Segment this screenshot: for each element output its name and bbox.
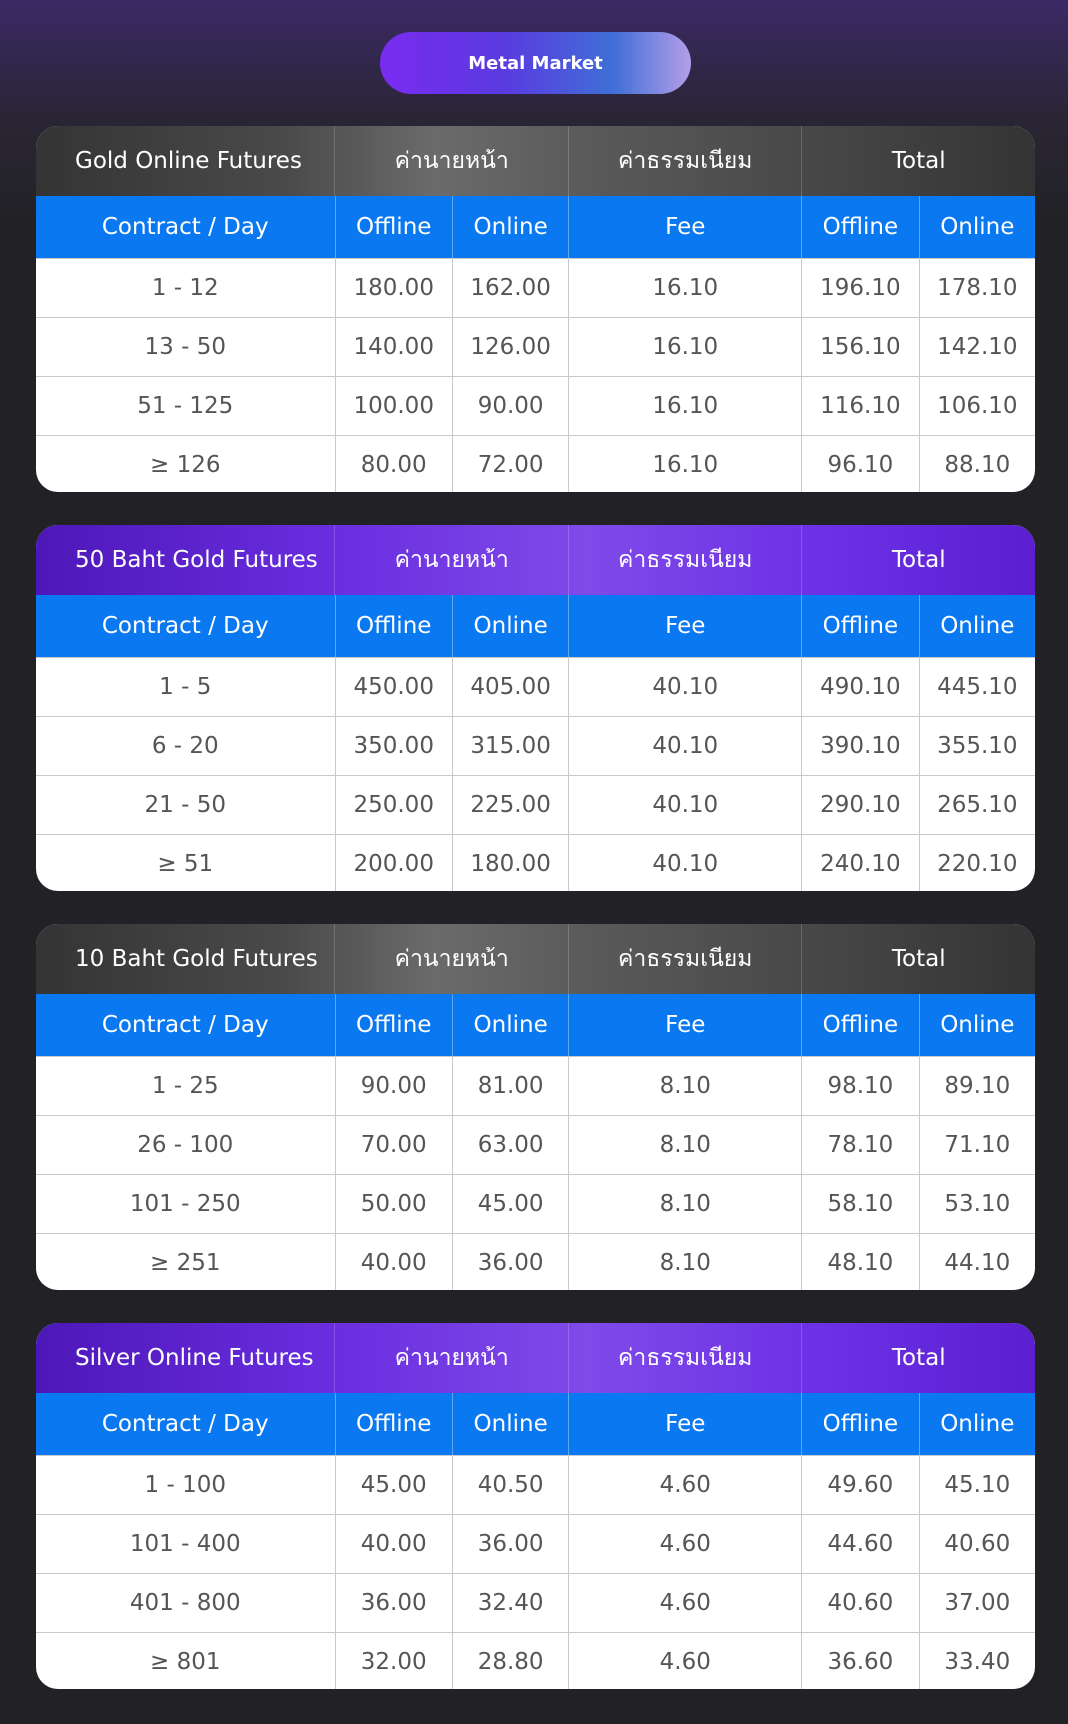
broker-offline: 50.00 <box>336 1175 453 1233</box>
total-online-header: Online <box>940 1012 1015 1038</box>
table-50-baht-gold-futures <box>36 525 1035 891</box>
total-offline: 48.10 <box>802 1234 919 1290</box>
broker-offline: 140.00 <box>336 318 453 376</box>
fee-value: 8.10 <box>569 1057 802 1115</box>
broker-offline: 180.00 <box>336 259 453 317</box>
table-row <box>36 376 1035 435</box>
fee-value: 40.10 <box>569 717 802 775</box>
total-online: 178.10 <box>937 275 1018 301</box>
broker-fee-header: ค่านายหน้า <box>335 1323 569 1393</box>
broker-online: 40.50 <box>453 1456 569 1514</box>
broker-offline: 36.00 <box>336 1574 453 1632</box>
fee-value: 4.60 <box>569 1515 802 1573</box>
broker-online: 28.80 <box>453 1633 569 1689</box>
contract-day-header: Contract / Day <box>36 1393 336 1455</box>
contract-range: 401 - 800 <box>36 1574 336 1632</box>
broker-online: 162.00 <box>453 259 569 317</box>
commission-header: ค่าธรรมเนียม <box>569 126 803 196</box>
total-header: Total <box>891 946 946 972</box>
total-header: Total <box>891 1345 946 1371</box>
total-offline: 490.10 <box>802 658 919 716</box>
broker-online: 225.00 <box>453 776 569 834</box>
broker-online: 45.00 <box>453 1175 569 1233</box>
total-header: Total <box>891 547 946 573</box>
table-row <box>36 1455 1035 1514</box>
table-title: Gold Online Futures <box>36 126 335 196</box>
table-row <box>36 435 1035 492</box>
table-row <box>36 716 1035 775</box>
offline-header: Offline <box>336 196 453 258</box>
fee-value: 16.10 <box>569 259 802 317</box>
total-online: 445.10 <box>937 674 1018 700</box>
table-row <box>36 258 1035 317</box>
fee-header: Fee <box>569 196 802 258</box>
total-offline: 96.10 <box>802 436 919 492</box>
table-row <box>36 1573 1035 1632</box>
contract-range: 101 - 400 <box>36 1515 336 1573</box>
fee-value: 8.10 <box>569 1234 802 1290</box>
total-offline: 196.10 <box>802 259 919 317</box>
table-row <box>36 1233 1035 1290</box>
contract-range: 21 - 50 <box>36 776 336 834</box>
broker-offline: 40.00 <box>336 1515 453 1573</box>
total-online: 142.10 <box>937 334 1018 360</box>
offline-header: Offline <box>336 595 453 657</box>
column-headers <box>36 595 1035 657</box>
total-online: 89.10 <box>944 1073 1011 1099</box>
total-offline: 116.10 <box>802 377 919 435</box>
commission-header: ค่าธรรมเนียม <box>569 924 803 994</box>
table-title: Silver Online Futures <box>36 1323 335 1393</box>
total-header: Total <box>891 148 946 174</box>
broker-online: 36.00 <box>453 1515 569 1573</box>
total-offline: 40.60 <box>802 1574 919 1632</box>
fee-value: 8.10 <box>569 1175 802 1233</box>
broker-online: 180.00 <box>453 835 569 891</box>
broker-offline: 32.00 <box>336 1633 453 1689</box>
total-offline-header: Offline <box>802 994 919 1056</box>
table-title: 50 Baht Gold Futures <box>36 525 335 595</box>
total-online: 44.10 <box>944 1250 1011 1276</box>
table-row <box>36 657 1035 716</box>
table-header <box>36 525 1035 595</box>
online-header: Online <box>453 1393 569 1455</box>
total-online: 45.10 <box>944 1472 1011 1498</box>
column-headers <box>36 994 1035 1056</box>
total-offline: 58.10 <box>802 1175 919 1233</box>
total-online-header: Online <box>940 1411 1015 1437</box>
broker-online: 63.00 <box>453 1116 569 1174</box>
broker-offline: 450.00 <box>336 658 453 716</box>
contract-range: 13 - 50 <box>36 318 336 376</box>
online-header: Online <box>453 994 569 1056</box>
total-online: 220.10 <box>937 851 1018 877</box>
contract-range: 101 - 250 <box>36 1175 336 1233</box>
broker-online: 90.00 <box>453 377 569 435</box>
broker-online: 36.00 <box>453 1234 569 1290</box>
fee-value: 4.60 <box>569 1633 802 1689</box>
total-online: 53.10 <box>944 1191 1011 1217</box>
contract-range: 1 - 5 <box>36 658 336 716</box>
contract-range: ≥ 126 <box>36 436 336 492</box>
total-online: 71.10 <box>944 1132 1011 1158</box>
table-row <box>36 1115 1035 1174</box>
total-online: 33.40 <box>944 1649 1011 1675</box>
broker-offline: 250.00 <box>336 776 453 834</box>
total-online: 106.10 <box>937 393 1018 419</box>
broker-offline: 90.00 <box>336 1057 453 1115</box>
total-online: 355.10 <box>937 733 1018 759</box>
fee-value: 16.10 <box>569 318 802 376</box>
contract-range: ≥ 251 <box>36 1234 336 1290</box>
total-offline: 390.10 <box>802 717 919 775</box>
contract-range: 6 - 20 <box>36 717 336 775</box>
broker-fee-header: ค่านายหน้า <box>335 924 569 994</box>
fee-value: 16.10 <box>569 377 802 435</box>
table-row <box>36 1056 1035 1115</box>
broker-online: 315.00 <box>453 717 569 775</box>
broker-online: 405.00 <box>453 658 569 716</box>
contract-range: 51 - 125 <box>36 377 336 435</box>
total-offline-header: Offline <box>802 595 919 657</box>
contract-range: ≥ 51 <box>36 835 336 891</box>
broker-fee-header: ค่านายหน้า <box>335 126 569 196</box>
contract-range: 1 - 25 <box>36 1057 336 1115</box>
table-gold-online-futures <box>36 126 1035 492</box>
table-header <box>36 126 1035 196</box>
total-offline: 98.10 <box>802 1057 919 1115</box>
online-header: Online <box>453 595 569 657</box>
table-row <box>36 1632 1035 1689</box>
total-online: 40.60 <box>944 1531 1011 1557</box>
total-offline: 36.60 <box>802 1633 919 1689</box>
table-10-baht-gold-futures <box>36 924 1035 1290</box>
commission-header: ค่าธรรมเนียม <box>569 525 803 595</box>
total-offline: 240.10 <box>802 835 919 891</box>
online-header: Online <box>453 196 569 258</box>
total-online: 88.10 <box>944 452 1011 478</box>
table-row <box>36 1514 1035 1573</box>
total-offline-header: Offline <box>802 196 919 258</box>
metal-market-badge: Metal Market <box>380 32 691 94</box>
total-online: 37.00 <box>944 1590 1011 1616</box>
commission-header: ค่าธรรมเนียม <box>569 1323 803 1393</box>
fee-header: Fee <box>569 595 802 657</box>
fee-value: 40.10 <box>569 835 802 891</box>
table-row <box>36 834 1035 891</box>
fee-value: 4.60 <box>569 1456 802 1514</box>
contract-range: 26 - 100 <box>36 1116 336 1174</box>
broker-online: 81.00 <box>453 1057 569 1115</box>
total-offline: 44.60 <box>802 1515 919 1573</box>
broker-offline: 40.00 <box>336 1234 453 1290</box>
contract-day-header: Contract / Day <box>36 196 336 258</box>
broker-online: 126.00 <box>453 318 569 376</box>
table-title: 10 Baht Gold Futures <box>36 924 335 994</box>
fee-header: Fee <box>569 1393 802 1455</box>
total-offline: 156.10 <box>802 318 919 376</box>
broker-offline: 70.00 <box>336 1116 453 1174</box>
fee-value: 4.60 <box>569 1574 802 1632</box>
total-online-header: Online <box>940 214 1015 240</box>
contract-range: 1 - 100 <box>36 1456 336 1514</box>
broker-fee-header: ค่านายหน้า <box>335 525 569 595</box>
total-offline: 49.60 <box>802 1456 919 1514</box>
broker-offline: 45.00 <box>336 1456 453 1514</box>
total-offline-header: Offline <box>802 1393 919 1455</box>
fee-header: Fee <box>569 994 802 1056</box>
broker-offline: 100.00 <box>336 377 453 435</box>
broker-online: 32.40 <box>453 1574 569 1632</box>
table-row <box>36 1174 1035 1233</box>
broker-offline: 200.00 <box>336 835 453 891</box>
column-headers <box>36 1393 1035 1455</box>
table-header <box>36 1323 1035 1393</box>
offline-header: Offline <box>336 994 453 1056</box>
offline-header: Offline <box>336 1393 453 1455</box>
contract-range: ≥ 801 <box>36 1633 336 1689</box>
fee-value: 40.10 <box>569 658 802 716</box>
fee-value: 16.10 <box>569 436 802 492</box>
fee-value: 40.10 <box>569 776 802 834</box>
broker-online: 72.00 <box>453 436 569 492</box>
table-row <box>36 317 1035 376</box>
table-row <box>36 775 1035 834</box>
table-header <box>36 924 1035 994</box>
column-headers <box>36 196 1035 258</box>
fee-value: 8.10 <box>569 1116 802 1174</box>
contract-day-header: Contract / Day <box>36 994 336 1056</box>
total-online: 265.10 <box>937 792 1018 818</box>
broker-offline: 350.00 <box>336 717 453 775</box>
contract-range: 1 - 12 <box>36 259 336 317</box>
total-offline: 78.10 <box>802 1116 919 1174</box>
broker-offline: 80.00 <box>336 436 453 492</box>
total-offline: 290.10 <box>802 776 919 834</box>
contract-day-header: Contract / Day <box>36 595 336 657</box>
table-silver-online-futures <box>36 1323 1035 1689</box>
total-online-header: Online <box>940 613 1015 639</box>
